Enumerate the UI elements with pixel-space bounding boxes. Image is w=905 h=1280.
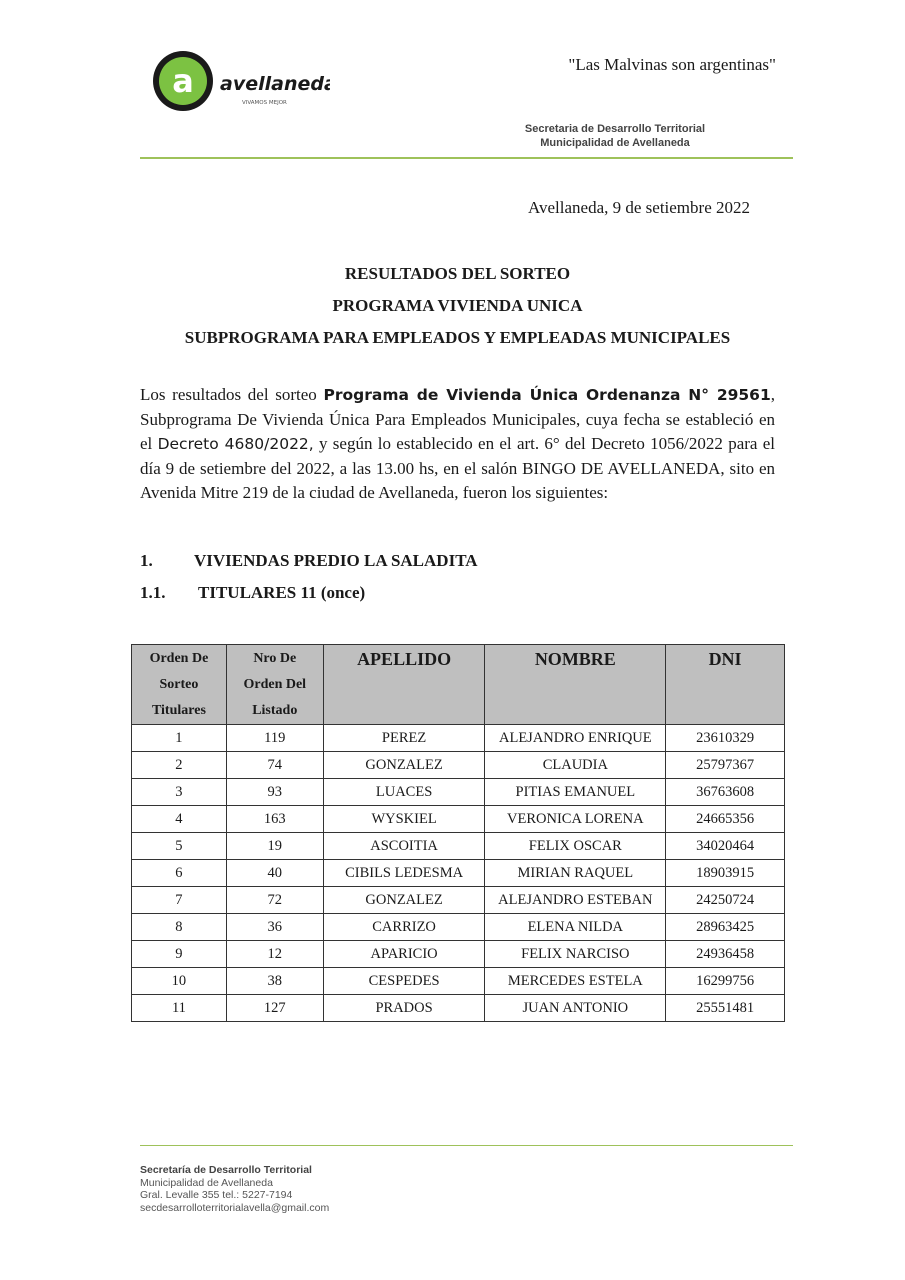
cell-orden: 10 bbox=[132, 968, 227, 995]
section-1-title: VIVIENDAS PREDIO LA SALADITA bbox=[194, 551, 478, 570]
cell-apellido: GONZALEZ bbox=[323, 887, 485, 914]
footer-divider bbox=[140, 1145, 793, 1146]
header-nro-line3: Listado bbox=[252, 703, 298, 718]
section-1-1-number: 1.1. bbox=[140, 583, 166, 602]
cell-nombre: MERCEDES ESTELA bbox=[485, 968, 666, 995]
header-orden-line3: Titulares bbox=[151, 703, 206, 718]
footer-address: Gral. Levalle 355 tel.: 5227-7194 bbox=[140, 1189, 293, 1201]
section-1-heading bbox=[140, 551, 478, 571]
cell-dni: 24936458 bbox=[666, 941, 785, 968]
logo-graphic bbox=[150, 48, 330, 118]
header-nombre: NOMBRE bbox=[485, 645, 666, 725]
table-row bbox=[132, 833, 785, 860]
cell-nombre: FELIX OSCAR bbox=[485, 833, 666, 860]
cell-apellido: APARICIO bbox=[323, 941, 485, 968]
cell-apellido: ASCOITIA bbox=[323, 833, 485, 860]
cell-apellido: PRADOS bbox=[323, 995, 485, 1022]
cell-orden: 2 bbox=[132, 752, 227, 779]
cell-dni: 36763608 bbox=[666, 779, 785, 806]
cell-dni: 28963425 bbox=[666, 914, 785, 941]
cell-nro: 127 bbox=[226, 995, 323, 1022]
cell-nro: 119 bbox=[226, 725, 323, 752]
cell-apellido: CESPEDES bbox=[323, 968, 485, 995]
cell-nro: 36 bbox=[226, 914, 323, 941]
table-header-row bbox=[132, 645, 785, 725]
header-orden-line1: Orden De bbox=[149, 651, 209, 666]
cell-nombre: ALEJANDRO ESTEBAN bbox=[485, 887, 666, 914]
section-1-1-heading bbox=[140, 583, 365, 603]
body-decree: Decreto 4680/2022, bbox=[157, 435, 314, 453]
cell-apellido: CARRIZO bbox=[323, 914, 485, 941]
cell-nombre: VERONICA LORENA bbox=[485, 806, 666, 833]
table-row bbox=[132, 806, 785, 833]
logo-letter: a bbox=[172, 62, 194, 100]
cell-orden: 8 bbox=[132, 914, 227, 941]
cell-nro: 40 bbox=[226, 860, 323, 887]
cell-orden: 6 bbox=[132, 860, 227, 887]
avellaneda-logo bbox=[150, 48, 330, 118]
body-paragraph bbox=[140, 383, 775, 506]
header-department bbox=[470, 122, 760, 150]
header-nro-orden bbox=[226, 645, 323, 725]
table-row bbox=[132, 887, 785, 914]
table-row bbox=[132, 752, 785, 779]
cell-nro: 163 bbox=[226, 806, 323, 833]
body-part-1: Los resultados del sorteo bbox=[140, 385, 324, 404]
cell-nro: 19 bbox=[226, 833, 323, 860]
cell-dni: 24665356 bbox=[666, 806, 785, 833]
cell-orden: 7 bbox=[132, 887, 227, 914]
cell-orden: 1 bbox=[132, 725, 227, 752]
cell-nombre: JUAN ANTONIO bbox=[485, 995, 666, 1022]
header-nro-line1: Nro De bbox=[253, 651, 297, 666]
table-row bbox=[132, 779, 785, 806]
cell-dni: 24250724 bbox=[666, 887, 785, 914]
cell-apellido: PEREZ bbox=[323, 725, 485, 752]
cell-nro: 12 bbox=[226, 941, 323, 968]
title-line-2: PROGRAMA VIVIENDA UNICA bbox=[332, 296, 583, 315]
cell-dni: 34020464 bbox=[666, 833, 785, 860]
cell-orden: 9 bbox=[132, 941, 227, 968]
cell-apellido: WYSKIEL bbox=[323, 806, 485, 833]
cell-orden: 4 bbox=[132, 806, 227, 833]
footer-department: Secretaría de Desarrollo Territorial bbox=[140, 1164, 312, 1176]
title-line-1: RESULTADOS DEL SORTEO bbox=[344, 264, 571, 283]
cell-nro: 93 bbox=[226, 779, 323, 806]
footer-email: secdesarrolloterritorialavella@gmail.com bbox=[140, 1201, 330, 1214]
cell-nombre: PITIAS EMANUEL bbox=[485, 779, 666, 806]
cell-nombre: MIRIAN RAQUEL bbox=[485, 860, 666, 887]
cell-nombre: CLAUDIA bbox=[485, 752, 666, 779]
table-row bbox=[132, 968, 785, 995]
footer-municipality: Municipalidad de Avellaneda bbox=[140, 1176, 273, 1189]
cell-nro: 38 bbox=[226, 968, 323, 995]
cell-orden: 3 bbox=[132, 779, 227, 806]
table-row bbox=[132, 860, 785, 887]
results-table bbox=[131, 644, 785, 1022]
cell-dni: 25551481 bbox=[666, 995, 785, 1022]
header-dni: DNI bbox=[666, 645, 785, 725]
cell-nombre: ELENA NILDA bbox=[485, 914, 666, 941]
motto: "Las Malvinas son argentinas" bbox=[568, 55, 776, 74]
table-row bbox=[132, 914, 785, 941]
cell-orden: 11 bbox=[132, 995, 227, 1022]
header-orden-sorteo bbox=[132, 645, 227, 725]
footer bbox=[140, 1164, 329, 1214]
cell-apellido: CIBILS LEDESMA bbox=[323, 860, 485, 887]
header-nro-line2: Orden Del bbox=[243, 677, 307, 692]
cell-dni: 16299756 bbox=[666, 968, 785, 995]
body-part-5: y según lo establecido en el art. 6° del Decreto 1056/2022 para el día 9 de setiembre del 2022, a las 13.00 hs, en el salón BINGO DE AVELLANEDA, sito en Avenida Mitre 219 de la ciudad de Avellaneda, fueron los siguientes: bbox=[140, 434, 776, 502]
document-titles bbox=[140, 258, 775, 354]
header-dept-line1: Secretaria de Desarrollo Territorial bbox=[524, 123, 706, 135]
cell-dni: 18903915 bbox=[666, 860, 785, 887]
cell-apellido: LUACES bbox=[323, 779, 485, 806]
header-dept-line2: Municipalidad de Avellaneda bbox=[540, 137, 690, 149]
section-1-number: 1. bbox=[140, 551, 153, 570]
table-row bbox=[132, 941, 785, 968]
table-row bbox=[132, 995, 785, 1022]
document-date: Avellaneda, 9 de setiembre 2022 bbox=[527, 198, 750, 217]
header-orden-line2: Sorteo bbox=[159, 677, 199, 692]
cell-dni: 23610329 bbox=[666, 725, 785, 752]
cell-apellido: GONZALEZ bbox=[323, 752, 485, 779]
section-1-1-title: TITULARES 11 (once) bbox=[198, 583, 366, 602]
cell-dni: 25797367 bbox=[666, 752, 785, 779]
body-part-3: , Subprograma De Vivienda Única Para Empleados Municipales, cuya fecha se estableció en el bbox=[140, 385, 775, 453]
logo-tagline: VIVAMOS MEJOR bbox=[242, 100, 287, 106]
cell-nombre: ALEJANDRO ENRIQUE bbox=[485, 725, 666, 752]
body-program-name: Programa de Vivienda Única Ordenanza N° 29561 bbox=[323, 386, 771, 404]
table-row bbox=[132, 725, 785, 752]
cell-nombre: FELIX NARCISO bbox=[485, 941, 666, 968]
cell-nro: 72 bbox=[226, 887, 323, 914]
cell-nro: 74 bbox=[226, 752, 323, 779]
title-line-3: SUBPROGRAMA PARA EMPLEADOS Y EMPLEADAS MUNICIPALES bbox=[184, 328, 731, 347]
header-divider bbox=[140, 157, 793, 159]
cell-orden: 5 bbox=[132, 833, 227, 860]
logo-wordmark: avellaneda bbox=[220, 73, 330, 95]
header-apellido: APELLIDO bbox=[323, 645, 485, 725]
